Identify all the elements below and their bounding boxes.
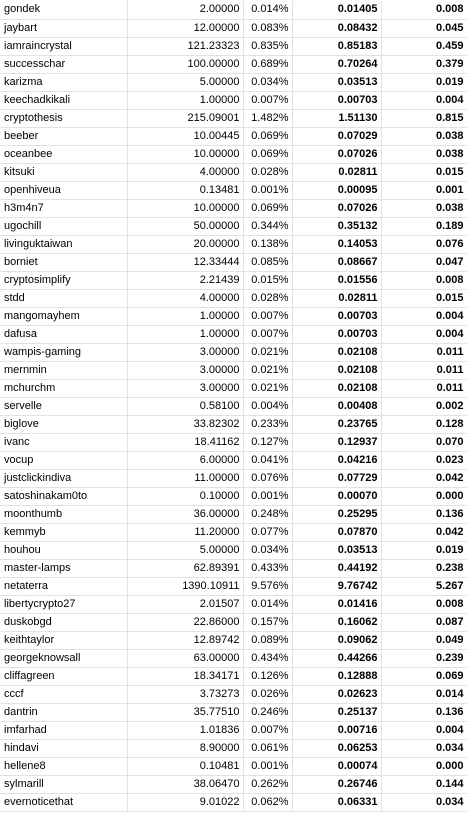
share-cell[interactable]: 1.51130 bbox=[292, 109, 381, 127]
percent-cell[interactable]: 0.021% bbox=[243, 361, 292, 379]
payout-cell[interactable]: 0.038 bbox=[381, 127, 467, 145]
share-cell[interactable]: 0.23765 bbox=[292, 415, 381, 433]
percent-cell[interactable]: 0.126% bbox=[243, 667, 292, 685]
username-cell[interactable]: ivanc bbox=[0, 433, 127, 451]
table-row bbox=[0, 487, 467, 505]
percent-cell[interactable]: 0.001% bbox=[243, 487, 292, 505]
share-cell[interactable]: 0.26746 bbox=[292, 775, 381, 793]
amount-cell[interactable]: 6.00000 bbox=[127, 451, 243, 469]
username-cell[interactable]: kemmyb bbox=[0, 523, 127, 541]
percent-cell[interactable]: 0.015% bbox=[243, 271, 292, 289]
payout-cell[interactable]: 0.239 bbox=[381, 649, 467, 667]
amount-cell[interactable]: 11.20000 bbox=[127, 523, 243, 541]
username-cell[interactable]: moonthumb bbox=[0, 505, 127, 523]
payout-cell[interactable]: 0.379 bbox=[381, 55, 467, 73]
amount-cell[interactable]: 0.10000 bbox=[127, 487, 243, 505]
amount-cell[interactable]: 0.13481 bbox=[127, 181, 243, 199]
percent-cell[interactable]: 0.061% bbox=[243, 739, 292, 757]
payout-cell[interactable]: 0.000 bbox=[381, 757, 467, 775]
amount-cell[interactable]: 0.58100 bbox=[127, 397, 243, 415]
payout-cell[interactable]: 0.076 bbox=[381, 235, 467, 253]
payout-cell[interactable]: 0.008 bbox=[381, 271, 467, 289]
table-row bbox=[0, 361, 467, 379]
table-row bbox=[0, 379, 467, 397]
payout-cell[interactable]: 0.008 bbox=[381, 1, 467, 19]
share-cell[interactable]: 0.25295 bbox=[292, 505, 381, 523]
payout-cell[interactable]: 0.049 bbox=[381, 631, 467, 649]
table-row bbox=[0, 343, 467, 361]
amount-cell[interactable]: 0.10481 bbox=[127, 757, 243, 775]
amount-cell[interactable]: 1390.10911 bbox=[127, 577, 243, 595]
percent-cell[interactable]: 0.157% bbox=[243, 613, 292, 631]
table-row bbox=[0, 595, 467, 613]
payout-cell[interactable]: 5.267 bbox=[381, 577, 467, 595]
share-cell[interactable]: 0.85183 bbox=[292, 37, 381, 55]
table-row bbox=[0, 91, 467, 109]
username-cell[interactable]: cryptothesis bbox=[0, 109, 127, 127]
percent-cell[interactable]: 0.262% bbox=[243, 775, 292, 793]
share-cell[interactable]: 0.44192 bbox=[292, 559, 381, 577]
share-cell[interactable]: 0.00408 bbox=[292, 397, 381, 415]
table-row bbox=[0, 127, 467, 145]
username-cell[interactable]: karizma bbox=[0, 73, 127, 91]
table-row bbox=[0, 577, 467, 595]
payout-cell[interactable]: 0.038 bbox=[381, 145, 467, 163]
percent-cell[interactable]: 0.026% bbox=[243, 685, 292, 703]
share-cell[interactable]: 0.00703 bbox=[292, 307, 381, 325]
amount-cell[interactable]: 33.82302 bbox=[127, 415, 243, 433]
username-cell[interactable]: servelle bbox=[0, 397, 127, 415]
share-cell[interactable]: 0.12937 bbox=[292, 433, 381, 451]
payout-cell[interactable]: 0.019 bbox=[381, 541, 467, 559]
table-row bbox=[0, 559, 467, 577]
amount-cell[interactable]: 215.09001 bbox=[127, 109, 243, 127]
percent-cell[interactable]: 0.062% bbox=[243, 793, 292, 811]
username-cell[interactable]: dantrin bbox=[0, 703, 127, 721]
share-cell[interactable]: 0.07026 bbox=[292, 199, 381, 217]
share-cell[interactable]: 0.02811 bbox=[292, 289, 381, 307]
username-cell[interactable]: borniet bbox=[0, 253, 127, 271]
username-cell[interactable]: master-lamps bbox=[0, 559, 127, 577]
percent-cell[interactable]: 0.001% bbox=[243, 757, 292, 775]
username-cell[interactable]: netaterra bbox=[0, 577, 127, 595]
amount-cell[interactable]: 35.77510 bbox=[127, 703, 243, 721]
share-cell[interactable]: 0.07026 bbox=[292, 145, 381, 163]
percent-cell[interactable]: 0.138% bbox=[243, 235, 292, 253]
share-cell[interactable]: 0.02108 bbox=[292, 361, 381, 379]
payout-cell[interactable]: 0.004 bbox=[381, 721, 467, 739]
percent-cell[interactable]: 0.076% bbox=[243, 469, 292, 487]
payout-cell[interactable]: 0.136 bbox=[381, 505, 467, 523]
username-cell[interactable]: gondek bbox=[0, 1, 127, 19]
percent-cell[interactable]: 0.069% bbox=[243, 127, 292, 145]
amount-cell[interactable]: 100.00000 bbox=[127, 55, 243, 73]
table-row bbox=[0, 253, 467, 271]
amount-cell[interactable]: 18.41162 bbox=[127, 433, 243, 451]
amount-cell[interactable]: 62.89391 bbox=[127, 559, 243, 577]
username-cell[interactable]: libertycrypto27 bbox=[0, 595, 127, 613]
percent-cell[interactable]: 0.246% bbox=[243, 703, 292, 721]
amount-cell[interactable]: 38.06470 bbox=[127, 775, 243, 793]
percent-cell[interactable]: 0.041% bbox=[243, 451, 292, 469]
amount-cell[interactable]: 2.00000 bbox=[127, 1, 243, 19]
table-row bbox=[0, 613, 467, 631]
share-cell[interactable]: 0.00070 bbox=[292, 487, 381, 505]
table-row bbox=[0, 145, 467, 163]
share-cell[interactable]: 0.03513 bbox=[292, 73, 381, 91]
username-cell[interactable]: oceanbee bbox=[0, 145, 127, 163]
share-cell[interactable]: 0.03513 bbox=[292, 541, 381, 559]
share-cell[interactable]: 0.06331 bbox=[292, 793, 381, 811]
amount-cell[interactable]: 1.00000 bbox=[127, 307, 243, 325]
table-row bbox=[0, 433, 467, 451]
payout-cell[interactable]: 0.047 bbox=[381, 253, 467, 271]
username-cell[interactable]: hellene8 bbox=[0, 757, 127, 775]
table-row bbox=[0, 793, 467, 811]
amount-cell[interactable]: 3.00000 bbox=[127, 361, 243, 379]
payout-cell[interactable]: 0.011 bbox=[381, 361, 467, 379]
percent-cell[interactable]: 0.034% bbox=[243, 541, 292, 559]
payout-cell[interactable]: 0.045 bbox=[381, 19, 467, 37]
share-cell[interactable]: 0.00074 bbox=[292, 757, 381, 775]
amount-cell[interactable]: 10.00000 bbox=[127, 145, 243, 163]
username-cell[interactable]: cccf bbox=[0, 685, 127, 703]
amount-cell[interactable]: 4.00000 bbox=[127, 289, 243, 307]
payout-cell[interactable]: 0.034 bbox=[381, 793, 467, 811]
percent-cell[interactable]: 0.077% bbox=[243, 523, 292, 541]
username-cell[interactable]: jaybart bbox=[0, 19, 127, 37]
share-cell[interactable]: 0.08432 bbox=[292, 19, 381, 37]
table-row bbox=[0, 469, 467, 487]
username-cell[interactable]: successchar bbox=[0, 55, 127, 73]
table-row bbox=[0, 721, 467, 739]
percent-cell[interactable]: 0.434% bbox=[243, 649, 292, 667]
table-row bbox=[0, 163, 467, 181]
percent-cell[interactable]: 0.007% bbox=[243, 307, 292, 325]
username-cell[interactable]: h3m4n7 bbox=[0, 199, 127, 217]
percent-cell[interactable]: 0.007% bbox=[243, 91, 292, 109]
share-cell[interactable]: 0.00703 bbox=[292, 91, 381, 109]
payout-cell[interactable]: 0.087 bbox=[381, 613, 467, 631]
payout-cell[interactable]: 0.014 bbox=[381, 685, 467, 703]
share-cell[interactable]: 0.06253 bbox=[292, 739, 381, 757]
share-cell[interactable]: 0.09062 bbox=[292, 631, 381, 649]
amount-cell[interactable]: 1.00000 bbox=[127, 91, 243, 109]
payout-cell[interactable]: 0.004 bbox=[381, 307, 467, 325]
amount-cell[interactable]: 63.00000 bbox=[127, 649, 243, 667]
amount-cell[interactable]: 22.86000 bbox=[127, 613, 243, 631]
username-cell[interactable]: sylmarill bbox=[0, 775, 127, 793]
share-cell[interactable]: 0.14053 bbox=[292, 235, 381, 253]
payout-cell[interactable]: 0.070 bbox=[381, 433, 467, 451]
username-cell[interactable]: mernmin bbox=[0, 361, 127, 379]
amount-cell[interactable]: 1.01836 bbox=[127, 721, 243, 739]
percent-cell[interactable]: 0.083% bbox=[243, 19, 292, 37]
payout-cell[interactable]: 0.042 bbox=[381, 523, 467, 541]
table-row bbox=[0, 505, 467, 523]
share-cell[interactable]: 0.02623 bbox=[292, 685, 381, 703]
share-cell[interactable]: 0.07729 bbox=[292, 469, 381, 487]
table-row bbox=[0, 775, 467, 793]
amount-cell[interactable]: 1.00000 bbox=[127, 325, 243, 343]
username-cell[interactable]: hindavi bbox=[0, 739, 127, 757]
username-cell[interactable]: satoshinakam0to bbox=[0, 487, 127, 505]
amount-cell[interactable]: 5.00000 bbox=[127, 541, 243, 559]
table-row bbox=[0, 37, 467, 55]
payout-cell[interactable]: 0.015 bbox=[381, 163, 467, 181]
username-cell[interactable]: keechadkikali bbox=[0, 91, 127, 109]
username-cell[interactable]: mchurchm bbox=[0, 379, 127, 397]
percent-cell[interactable]: 0.028% bbox=[243, 289, 292, 307]
payout-cell[interactable]: 0.004 bbox=[381, 325, 467, 343]
amount-cell[interactable]: 3.00000 bbox=[127, 379, 243, 397]
percent-cell[interactable]: 0.007% bbox=[243, 721, 292, 739]
table-row bbox=[0, 685, 467, 703]
table-row bbox=[0, 19, 467, 37]
percent-cell[interactable]: 0.014% bbox=[243, 1, 292, 19]
percent-cell[interactable]: 0.835% bbox=[243, 37, 292, 55]
share-cell[interactable]: 0.04216 bbox=[292, 451, 381, 469]
table-row bbox=[0, 415, 467, 433]
percent-cell[interactable]: 0.344% bbox=[243, 217, 292, 235]
percent-cell[interactable]: 0.085% bbox=[243, 253, 292, 271]
share-cell[interactable]: 0.01416 bbox=[292, 595, 381, 613]
payout-cell[interactable]: 0.042 bbox=[381, 469, 467, 487]
username-cell[interactable]: mangomayhem bbox=[0, 307, 127, 325]
table-row bbox=[0, 109, 467, 127]
username-cell[interactable]: wampis-gaming bbox=[0, 343, 127, 361]
table-row bbox=[0, 523, 467, 541]
payout-cell[interactable]: 0.023 bbox=[381, 451, 467, 469]
payout-cell[interactable]: 0.015 bbox=[381, 289, 467, 307]
payout-cell[interactable]: 0.000 bbox=[381, 487, 467, 505]
table-body bbox=[0, 1, 467, 811]
username-cell[interactable]: stdd bbox=[0, 289, 127, 307]
percent-cell[interactable]: 0.689% bbox=[243, 55, 292, 73]
amount-cell[interactable]: 10.00445 bbox=[127, 127, 243, 145]
username-cell[interactable]: biglove bbox=[0, 415, 127, 433]
percent-cell[interactable]: 0.248% bbox=[243, 505, 292, 523]
share-cell[interactable]: 0.00095 bbox=[292, 181, 381, 199]
percent-cell[interactable]: 9.576% bbox=[243, 577, 292, 595]
payout-cell[interactable]: 0.011 bbox=[381, 343, 467, 361]
payout-cell[interactable]: 0.011 bbox=[381, 379, 467, 397]
amount-cell[interactable]: 18.34171 bbox=[127, 667, 243, 685]
amount-cell[interactable]: 3.73273 bbox=[127, 685, 243, 703]
table-row bbox=[0, 289, 467, 307]
amount-cell[interactable]: 11.00000 bbox=[127, 469, 243, 487]
table-row bbox=[0, 451, 467, 469]
table-row bbox=[0, 325, 467, 343]
share-cell[interactable]: 0.01405 bbox=[292, 1, 381, 19]
amount-cell[interactable]: 3.00000 bbox=[127, 343, 243, 361]
percent-cell[interactable]: 1.482% bbox=[243, 109, 292, 127]
table-row bbox=[0, 1, 467, 19]
table-row bbox=[0, 757, 467, 775]
amount-cell[interactable]: 12.33444 bbox=[127, 253, 243, 271]
username-cell[interactable]: houhou bbox=[0, 541, 127, 559]
amount-cell[interactable]: 4.00000 bbox=[127, 163, 243, 181]
amount-cell[interactable]: 5.00000 bbox=[127, 73, 243, 91]
percent-cell[interactable]: 0.021% bbox=[243, 379, 292, 397]
table-row bbox=[0, 271, 467, 289]
amount-cell[interactable]: 10.00000 bbox=[127, 199, 243, 217]
percent-cell[interactable]: 0.007% bbox=[243, 325, 292, 343]
payout-cell[interactable]: 0.144 bbox=[381, 775, 467, 793]
share-cell[interactable]: 0.02811 bbox=[292, 163, 381, 181]
username-cell[interactable]: kitsuki bbox=[0, 163, 127, 181]
payout-cell[interactable]: 0.136 bbox=[381, 703, 467, 721]
share-cell[interactable]: 0.70264 bbox=[292, 55, 381, 73]
username-cell[interactable]: ugochill bbox=[0, 217, 127, 235]
percent-cell[interactable]: 0.069% bbox=[243, 199, 292, 217]
payout-cell[interactable]: 0.038 bbox=[381, 199, 467, 217]
share-cell[interactable]: 0.08667 bbox=[292, 253, 381, 271]
share-cell[interactable]: 0.44266 bbox=[292, 649, 381, 667]
share-cell[interactable]: 0.25137 bbox=[292, 703, 381, 721]
table-row bbox=[0, 649, 467, 667]
share-cell[interactable]: 0.35132 bbox=[292, 217, 381, 235]
username-cell[interactable]: duskobgd bbox=[0, 613, 127, 631]
username-cell[interactable]: beeber bbox=[0, 127, 127, 145]
payout-cell[interactable]: 0.189 bbox=[381, 217, 467, 235]
username-cell[interactable]: iamraincrystal bbox=[0, 37, 127, 55]
username-cell[interactable]: cliffagreen bbox=[0, 667, 127, 685]
table-row bbox=[0, 739, 467, 757]
share-cell[interactable]: 0.02108 bbox=[292, 343, 381, 361]
amount-cell[interactable]: 8.90000 bbox=[127, 739, 243, 757]
percent-cell[interactable]: 0.233% bbox=[243, 415, 292, 433]
payout-cell[interactable]: 0.001 bbox=[381, 181, 467, 199]
table-row bbox=[0, 235, 467, 253]
amount-cell[interactable]: 12.00000 bbox=[127, 19, 243, 37]
username-cell[interactable]: vocup bbox=[0, 451, 127, 469]
amount-cell[interactable]: 36.00000 bbox=[127, 505, 243, 523]
table-row bbox=[0, 397, 467, 415]
payout-cell[interactable]: 0.034 bbox=[381, 739, 467, 757]
share-cell[interactable]: 0.01556 bbox=[292, 271, 381, 289]
data-table bbox=[0, 1, 467, 812]
table-row bbox=[0, 73, 467, 91]
payout-cell[interactable]: 0.128 bbox=[381, 415, 467, 433]
payout-cell[interactable]: 0.069 bbox=[381, 667, 467, 685]
percent-cell[interactable]: 0.014% bbox=[243, 595, 292, 613]
payout-cell[interactable]: 0.459 bbox=[381, 37, 467, 55]
table-row bbox=[0, 55, 467, 73]
percent-cell[interactable]: 0.069% bbox=[243, 145, 292, 163]
percent-cell[interactable]: 0.021% bbox=[243, 343, 292, 361]
share-cell[interactable]: 0.00716 bbox=[292, 721, 381, 739]
username-cell[interactable]: georgeknowsall bbox=[0, 649, 127, 667]
amount-cell[interactable]: 2.21439 bbox=[127, 271, 243, 289]
table-row bbox=[0, 199, 467, 217]
amount-cell[interactable]: 50.00000 bbox=[127, 217, 243, 235]
username-cell[interactable]: evernoticethat bbox=[0, 793, 127, 811]
amount-cell[interactable]: 20.00000 bbox=[127, 235, 243, 253]
amount-cell[interactable]: 2.01507 bbox=[127, 595, 243, 613]
share-cell[interactable]: 9.76742 bbox=[292, 577, 381, 595]
share-cell[interactable]: 0.16062 bbox=[292, 613, 381, 631]
percent-cell[interactable]: 0.004% bbox=[243, 397, 292, 415]
share-cell[interactable]: 0.12888 bbox=[292, 667, 381, 685]
percent-cell[interactable]: 0.433% bbox=[243, 559, 292, 577]
payout-cell[interactable]: 0.004 bbox=[381, 91, 467, 109]
payout-cell[interactable]: 0.019 bbox=[381, 73, 467, 91]
username-cell[interactable]: imfarhad bbox=[0, 721, 127, 739]
username-cell[interactable]: dafusa bbox=[0, 325, 127, 343]
username-cell[interactable]: justclickindiva bbox=[0, 469, 127, 487]
percent-cell[interactable]: 0.028% bbox=[243, 163, 292, 181]
percent-cell[interactable]: 0.001% bbox=[243, 181, 292, 199]
username-cell[interactable]: cryptosimplify bbox=[0, 271, 127, 289]
table-row bbox=[0, 217, 467, 235]
payout-cell[interactable]: 0.008 bbox=[381, 595, 467, 613]
percent-cell[interactable]: 0.034% bbox=[243, 73, 292, 91]
percent-cell[interactable]: 0.127% bbox=[243, 433, 292, 451]
amount-cell[interactable]: 121.23323 bbox=[127, 37, 243, 55]
table-row bbox=[0, 703, 467, 721]
table-row bbox=[0, 307, 467, 325]
username-cell[interactable]: openhiveua bbox=[0, 181, 127, 199]
amount-cell[interactable]: 9.01022 bbox=[127, 793, 243, 811]
amount-cell[interactable]: 12.89742 bbox=[127, 631, 243, 649]
payout-cell[interactable]: 0.238 bbox=[381, 559, 467, 577]
share-cell[interactable]: 0.00703 bbox=[292, 325, 381, 343]
share-cell[interactable]: 0.02108 bbox=[292, 379, 381, 397]
username-cell[interactable]: keithtaylor bbox=[0, 631, 127, 649]
percent-cell[interactable]: 0.089% bbox=[243, 631, 292, 649]
payout-cell[interactable]: 0.002 bbox=[381, 397, 467, 415]
share-cell[interactable]: 0.07029 bbox=[292, 127, 381, 145]
table-row bbox=[0, 667, 467, 685]
table-row bbox=[0, 541, 467, 559]
table-row bbox=[0, 631, 467, 649]
table-row bbox=[0, 181, 467, 199]
share-cell[interactable]: 0.07870 bbox=[292, 523, 381, 541]
payout-cell[interactable]: 0.815 bbox=[381, 109, 467, 127]
username-cell[interactable]: livinguktaiwan bbox=[0, 235, 127, 253]
